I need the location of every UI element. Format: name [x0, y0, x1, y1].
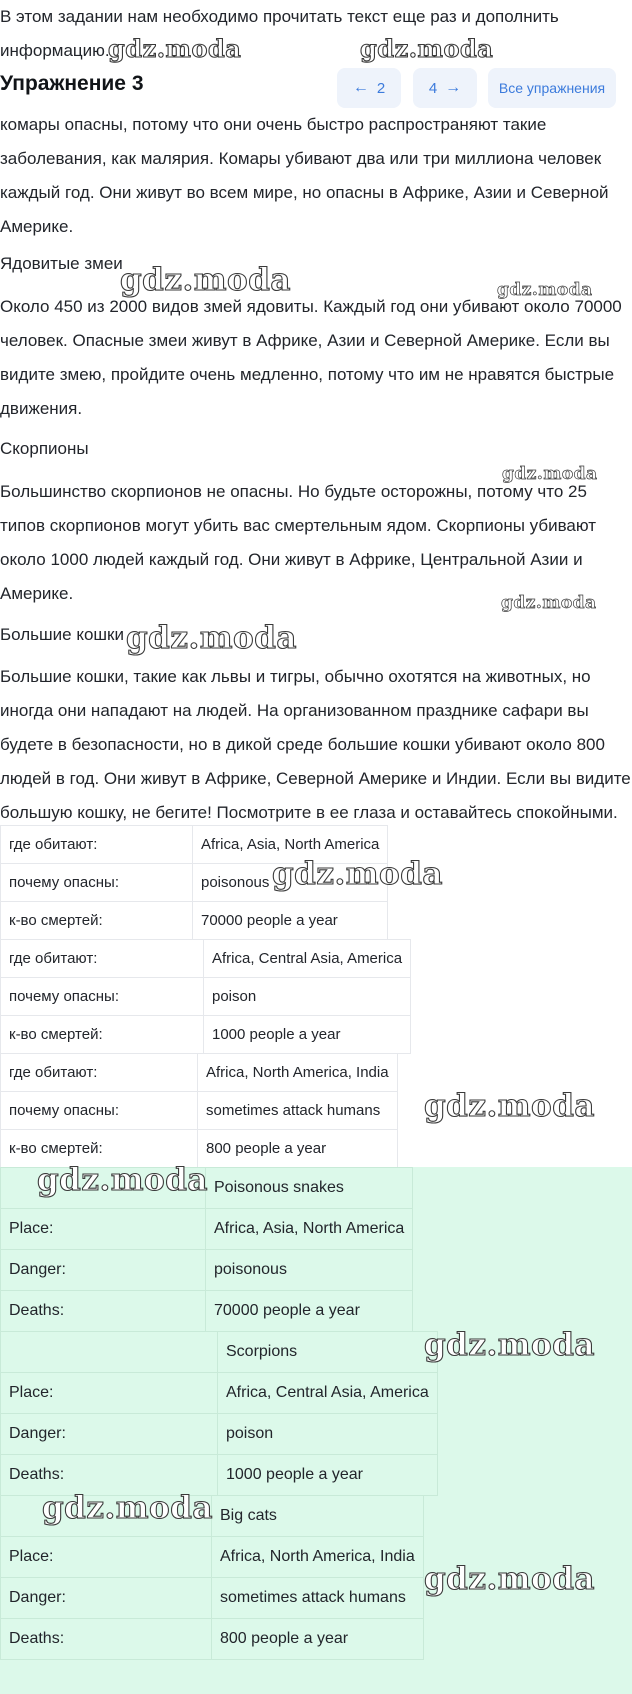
watermark: gdz.moda [272, 856, 443, 892]
exercise-header [0, 68, 632, 108]
table-value: 800 people a year [198, 1130, 398, 1168]
table-value: Africa, Asia, North America [193, 826, 388, 864]
table-row [1, 1455, 438, 1496]
table-label: Danger: [1, 1250, 206, 1291]
table-label: Danger: [1, 1578, 212, 1619]
table-value: 1000 people a year [204, 1016, 411, 1054]
text-line: большую кошку, не бегите! Посмотрите в ее глаза и оставайтесь спокойными. [0, 803, 618, 822]
scorpions-paragraph [0, 475, 632, 611]
table-row [1, 1016, 411, 1054]
table-value: 1000 people a year [218, 1455, 438, 1496]
big-cats-paragraph [0, 660, 632, 830]
table-value: 70000 people a year [193, 902, 388, 940]
intro-line: информацию. [0, 41, 110, 60]
table-heading: Big cats [212, 1496, 424, 1537]
watermark: gdz.moda [497, 280, 593, 300]
arrow-left-icon: ← [352, 79, 369, 96]
table-label: почему опасны: [1, 864, 193, 902]
table-row [1, 1168, 413, 1209]
en-table-big-cats [0, 1495, 424, 1660]
arrow-right-icon: → [445, 79, 462, 96]
en-table-scorpions [0, 1331, 438, 1496]
scorpions-heading: Скорпионы [0, 439, 89, 458]
table-row [1, 1130, 398, 1168]
ru-table-snakes [0, 825, 388, 940]
watermark: gdz.moda [424, 1561, 595, 1597]
table-label: Place: [1, 1537, 212, 1578]
next-exercise-button[interactable] [413, 68, 477, 108]
table-label: к-во смертей: [1, 1016, 204, 1054]
ru-table-big-cats [0, 1053, 398, 1168]
table-row [1, 1578, 424, 1619]
table-value: Africa, Central Asia, America [204, 940, 411, 978]
intro-line: В этом задании нам необходимо прочитать текст еще раз и дополнить [0, 7, 559, 26]
table-row [1, 1092, 398, 1130]
text-line: человек. Опасные змеи живут в Африке, Азии и Северной Америке. Если вы [0, 331, 610, 350]
watermark: gdz.moda [120, 262, 291, 298]
table-label: к-во смертей: [1, 1130, 198, 1168]
watermark: gdz.moda [108, 34, 242, 63]
table-label: Deaths: [1, 1291, 206, 1332]
table-row [1, 1291, 413, 1332]
table-row [1, 1373, 438, 1414]
text-line: Америке. [0, 217, 74, 236]
table-row [1, 1054, 398, 1092]
table-label [1, 1332, 218, 1373]
text-line: около 1000 людей каждый год. Они живут в Африке, Центральной Азии и [0, 550, 583, 569]
big-cats-heading: Большие кошки [0, 625, 124, 644]
ru-table-scorpions [0, 939, 411, 1054]
table-row [1, 1496, 424, 1537]
table-row [1, 1619, 424, 1660]
table-row [1, 1537, 424, 1578]
text-line: Около 450 из 2000 видов змей ядовиты. Каждый год они убивают около 70000 [0, 297, 622, 316]
table-label: Danger: [1, 1414, 218, 1455]
text-line: заболевания, как малярия. Комары убивают два или три миллиона человек [0, 149, 602, 168]
snakes-heading: Ядовитые змеи [0, 254, 123, 273]
text-line: типов скорпионов могут убить вас смертельным ядом. Скорпионы убивают [0, 516, 597, 535]
watermark: gdz.moda [360, 34, 494, 63]
table-label: почему опасны: [1, 978, 204, 1016]
prev-exercise-label: 2 [376, 79, 386, 97]
table-label: к-во смертей: [1, 902, 193, 940]
table-value: Africa, North America, India [212, 1537, 424, 1578]
table-label: где обитают: [1, 1054, 198, 1092]
page-title: Упражнение 3 [0, 72, 144, 95]
table-row [1, 1414, 438, 1455]
table-value: poisonous [193, 864, 388, 902]
table-row [1, 1332, 438, 1373]
next-exercise-label: 4 [428, 79, 438, 97]
table-row [1, 902, 388, 940]
table-label [1, 1496, 212, 1537]
table-heading: Poisonous snakes [206, 1168, 413, 1209]
watermark: gdz.moda [37, 1162, 208, 1198]
table-row [1, 1250, 413, 1291]
table-value: poisonous [206, 1250, 413, 1291]
watermark: gdz.moda [424, 1327, 595, 1363]
text-line: каждый год. Они живут во всем мире, но опасны в Африке, Азии и Северной [0, 183, 609, 202]
text-line: Большие кошки, такие как львы и тигры, обычно охотятся на животных, но [0, 667, 591, 686]
en-table-snakes [0, 1167, 413, 1332]
text-line: Большинство скорпионов не опасны. Но будьте осторожны, потому что 25 [0, 482, 587, 501]
table-value: poison [204, 978, 411, 1016]
watermark: gdz.moda [502, 464, 598, 484]
table-value: poison [218, 1414, 438, 1455]
text-line: Америке. [0, 584, 74, 603]
table-value: Africa, Central Asia, America [218, 1373, 438, 1414]
table-label: Deaths: [1, 1455, 218, 1496]
text-line: иногда они нападают на людей. На организованном празднике сафари вы [0, 701, 589, 720]
watermark: gdz.moda [424, 1088, 595, 1124]
table-label: где обитают: [1, 826, 193, 864]
table-value: 70000 people a year [206, 1291, 413, 1332]
snakes-paragraph [0, 290, 632, 426]
watermark: gdz.moda [42, 1490, 213, 1526]
table-row [1, 864, 388, 902]
text-line: будете в безопасности, но в дикой среде большие кошки убивают около 800 [0, 735, 605, 754]
text-line: людей в год. Они живут в Африке, Северной Америке и Индии. Если вы видите [0, 769, 631, 788]
mosquitoes-paragraph [0, 108, 632, 244]
table-label: почему опасны: [1, 1092, 198, 1130]
all-exercises-button[interactable]: Все упражнения [488, 68, 616, 108]
table-row [1, 1209, 413, 1250]
table-row [1, 978, 411, 1016]
table-label: Deaths: [1, 1619, 212, 1660]
table-value: 800 people a year [212, 1619, 424, 1660]
table-value: sometimes attack humans [212, 1578, 424, 1619]
table-value: sometimes attack humans [198, 1092, 398, 1130]
table-heading: Scorpions [218, 1332, 438, 1373]
prev-exercise-button[interactable] [337, 68, 401, 108]
table-value: Africa, North America, India [198, 1054, 398, 1092]
watermark: gdz.moda [501, 593, 597, 613]
table-label: где обитают: [1, 940, 204, 978]
text-line: видите змею, пройдите очень медленно, потому что им не нравятся быстрые [0, 365, 615, 384]
table-label [1, 1168, 206, 1209]
table-label: Place: [1, 1209, 206, 1250]
intro-text [0, 0, 632, 68]
table-label: Place: [1, 1373, 218, 1414]
text-line: движения. [0, 399, 83, 418]
watermark: gdz.moda [126, 620, 297, 656]
table-row [1, 940, 411, 978]
text-line: комары опасны, потому что они очень быстро распространяют такие [0, 115, 547, 134]
table-row [1, 826, 388, 864]
table-value: Africa, Asia, North America [206, 1209, 413, 1250]
